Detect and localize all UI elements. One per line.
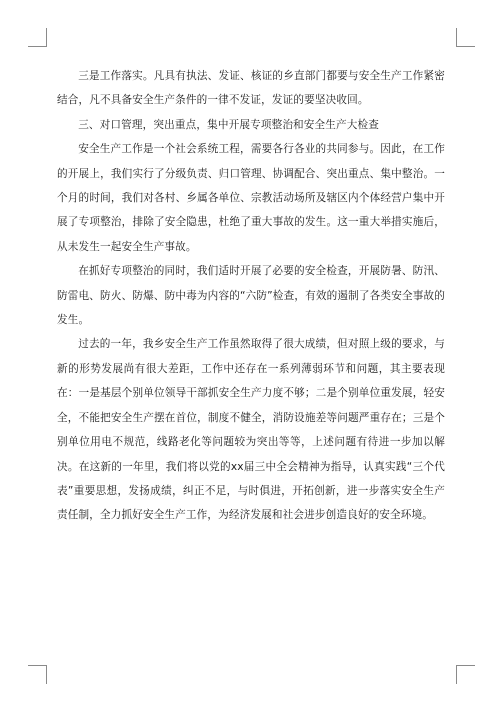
page-corner-mark-bottom-left (28, 665, 47, 684)
page-corner-mark-bottom-right (456, 665, 475, 684)
page-corner-mark-top-right (456, 28, 475, 47)
paragraph-system-engineering: 安全生产工作是一个社会系统工程，需要各行各业的共同参与。因此，在工作的开展上，我们实行了分级负责、归口管理、协调配合、突出重点、集中整治。一个月的时间，我们对各村、乡属各单位、宗教活动场所及辖区内个体经营户集中开展了专项整治，排除了安全隐患，杜绝了重大事故的发生。这一重大举措实施后，从未发生一起安全生产事故。 (57, 143, 445, 253)
document-body (57, 64, 445, 528)
paragraph-six-prevention-inspection: 在抓好专项整治的同时，我们适时开展了必要的安全检查，开展防暑、防汛、防雷电、防火、防爆、防中毒为内容的“六防”检查，有效的遏制了各类安全事故的发生。 (57, 265, 445, 327)
page-corner-mark-top-left (28, 28, 47, 47)
paragraph-work-implementation: 三是工作落实。凡具有执法、发证、核证的乡直部门都要与安全生产工作紧密结合，凡不具备安全生产条件的一律不发证，发证的要坚决收回。 (57, 70, 445, 107)
section-heading-special-rectification: 三、对口管理，突出重点，集中开展专项整治和安全生产大检查 (78, 118, 380, 131)
paragraph-past-year-summary: 过去的一年，我乡安全生产工作虽然取得了很大成绩，但对照上级的要求，与新的形势发展尚有很大差距，工作中还存在一系列薄弱环节和问题，其主要表现在：一是基层个别单位领导干部抓安全生产力度不够；二是个别单位重发展，轻安全，不能把安全生产摆在首位，制度不健全，消防设施差等问题严重存在；三是个别单位用电不规范，线路老化等问题较为突出等等，上述问题有待进一步加以解决。在这新的一年里，我们将以党的xx届三中全会精神为指导，认真实践“三个代表”重要思想，发扬成绩，纠正不足，与时俱进，开拓创新，进一步落实安全生产责任制，全力抓好安全生产工作，为经济发展和社会进步创造良好的安全环境。 (57, 338, 445, 522)
